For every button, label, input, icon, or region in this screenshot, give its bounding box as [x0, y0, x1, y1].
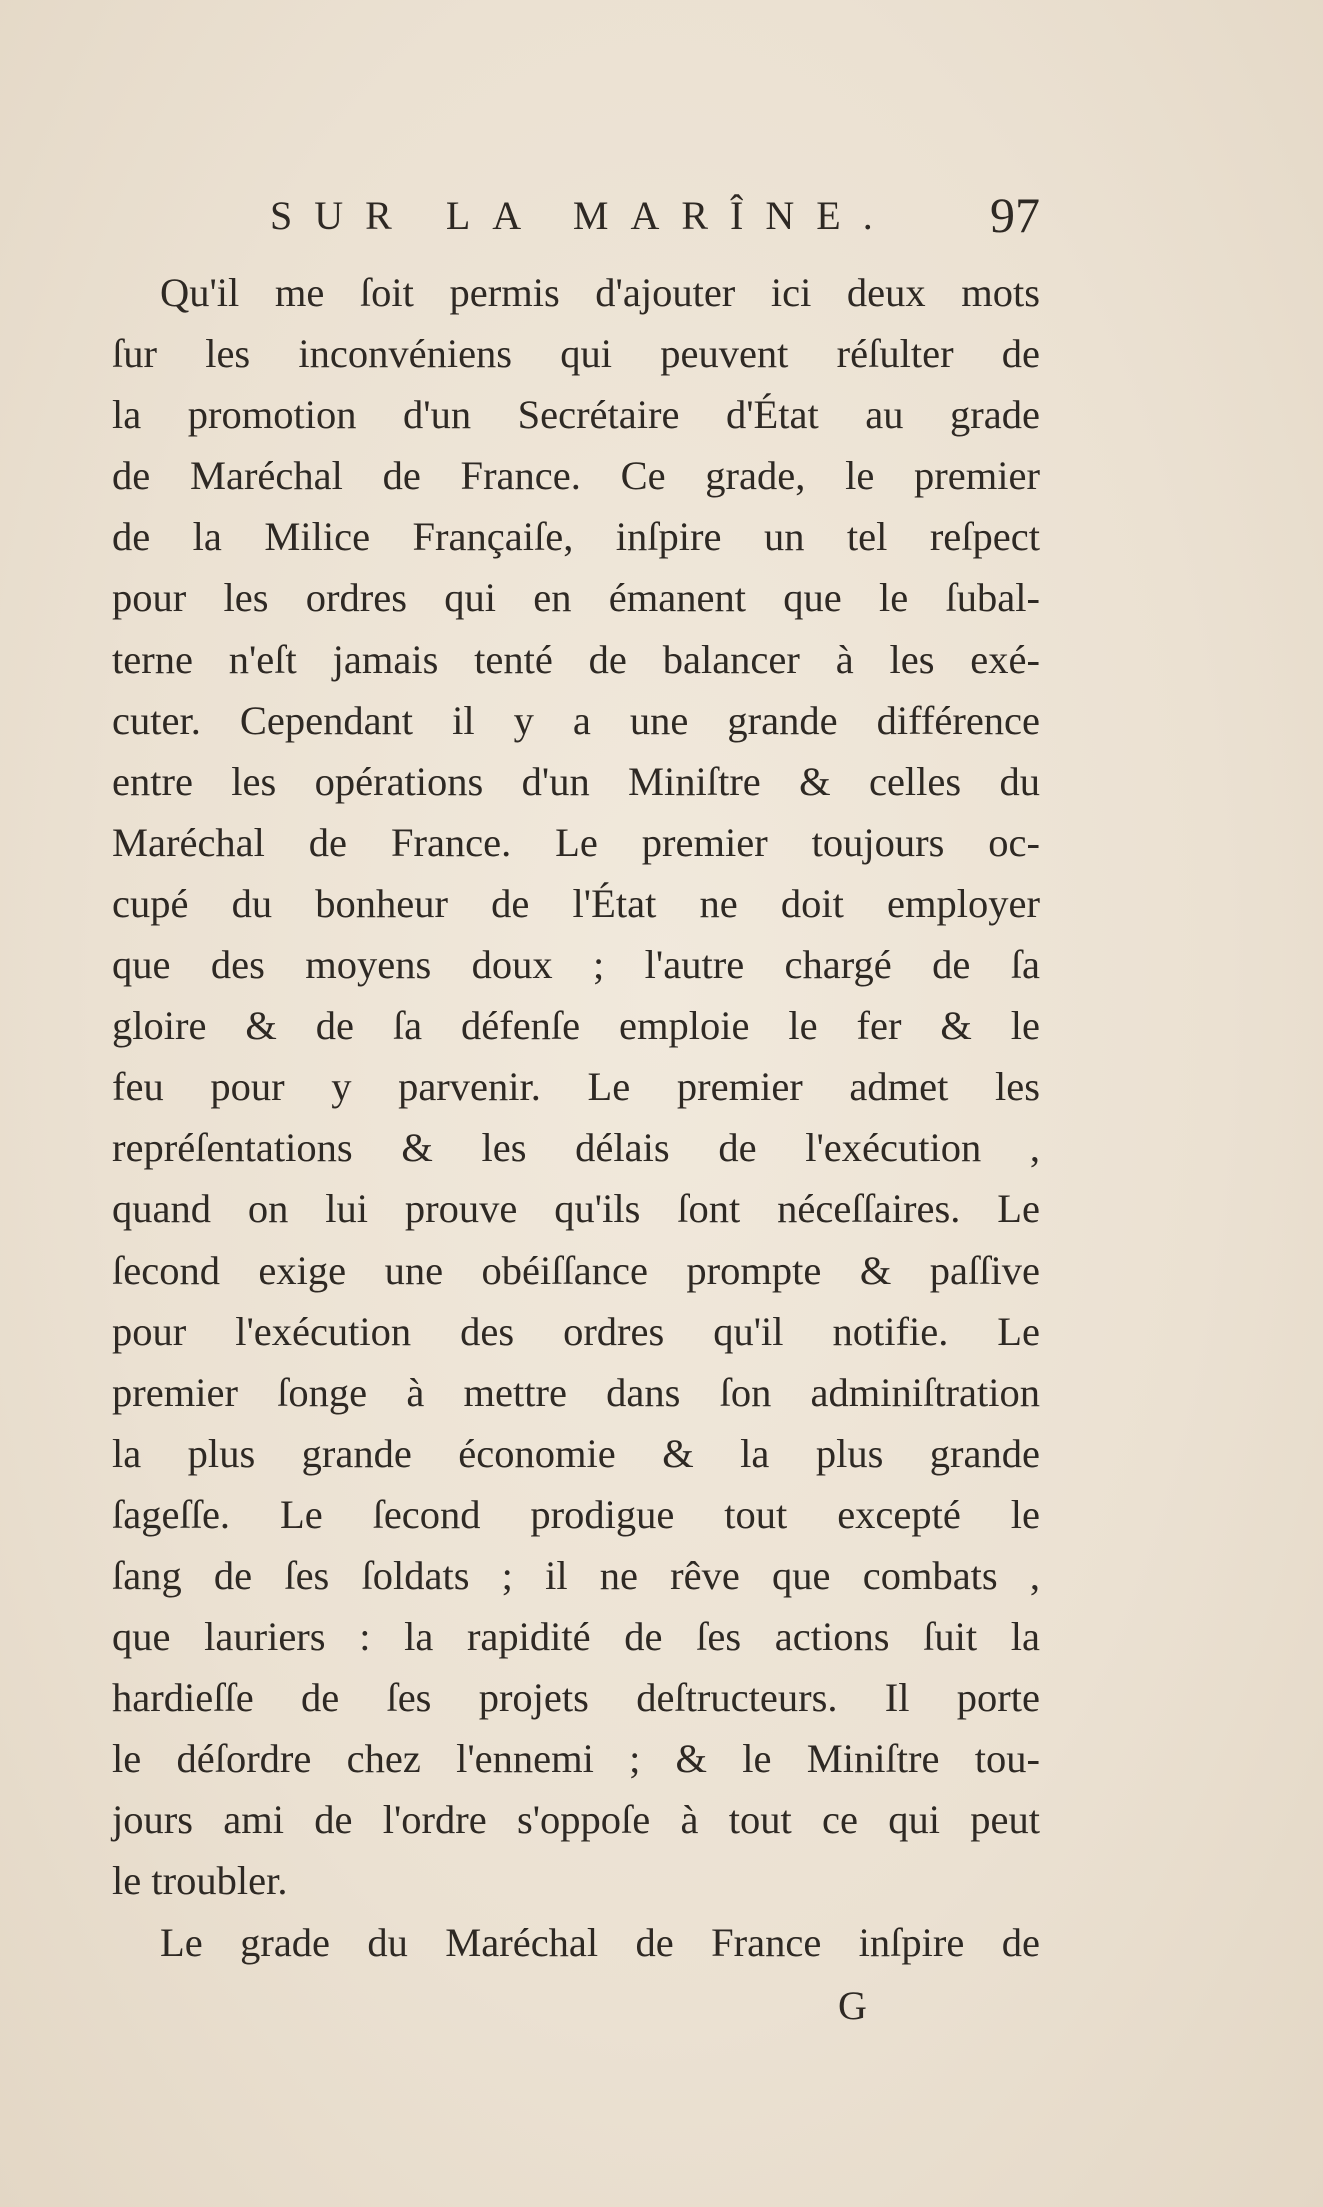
text-line: pour l'exécution des ordres qu'il notifie. Le: [112, 1308, 1040, 1354]
text-line: jours ami de l'ordre s'oppoſe à tout ce qui peut: [112, 1797, 1040, 1843]
text-line: ſecond exige une obéiſſance prompte & paſſive: [112, 1247, 1040, 1293]
text-line: la plus grande économie & la plus grande: [112, 1430, 1040, 1476]
text-line: ſageſſe. Le ſecond prodigue tout excepté le: [112, 1491, 1040, 1537]
text-line: repréſentations & les délais de l'exécution ,: [112, 1125, 1040, 1171]
text-line: ſur les inconvéniens qui peuvent réſulter de: [112, 331, 1040, 377]
text-line: ſang de ſes ſoldats ; il ne rêve que combats ,: [112, 1552, 1040, 1598]
body-text: [112, 262, 1040, 1973]
text-line: entre les opérations d'un Miniſtre & celles du: [112, 758, 1040, 804]
text-line: hardieſſe de ſes projets deſtructeurs. Il porte: [112, 1675, 1040, 1721]
text-line: pour les ordres qui en émanent que le ſubal-: [112, 575, 1040, 621]
text-line: Qu'il me ſoit permis d'ajouter ici deux mots: [160, 270, 1040, 315]
text-line: cupé du bonheur de l'État ne doit employer: [112, 880, 1040, 926]
text-line: Maréchal de France. Le premier toujours oc-: [112, 819, 1040, 865]
text-line: terne n'eſt jamais tenté de balancer à les exé-: [112, 636, 1040, 682]
text-line: Le grade du Maréchal de France inſpire de: [160, 1919, 1040, 1965]
text-line: que lauriers : la rapidité de ſes actions ſuit la: [112, 1614, 1040, 1660]
text-line: la promotion d'un Secrétaire d'État au grade: [112, 392, 1040, 438]
text-line: le troubler.: [112, 1858, 288, 1904]
running-head: SUR LA MARÎNE.: [270, 193, 895, 238]
text-line: cuter. Cependant il y a une grande différence: [112, 697, 1040, 743]
paragraph-1: [112, 262, 1040, 1912]
page-number: 97: [990, 187, 1040, 243]
text-line: quand on lui prouve qu'ils ſont néceſſaires. Le: [112, 1186, 1040, 1232]
signature-mark: G: [838, 1983, 867, 2028]
text-line: le déſordre chez l'ennemi ; & le Miniſtre tou-: [112, 1736, 1040, 1782]
paragraph-2: [112, 1912, 1040, 1973]
text-line: premier ſonge à mettre dans ſon adminiſtration: [112, 1369, 1040, 1415]
text-line: de la Milice Françaiſe, inſpire un tel reſpect: [112, 514, 1040, 560]
text-line: que des moyens doux ; l'autre chargé de ſa: [112, 942, 1040, 988]
text-line: gloire & de ſa défenſe emploie le fer & le: [112, 1003, 1040, 1049]
text-line: feu pour y parvenir. Le premier admet les: [112, 1064, 1040, 1110]
text-line: de Maréchal de France. Ce grade, le premier: [112, 453, 1040, 499]
page-header: [270, 187, 1040, 262]
